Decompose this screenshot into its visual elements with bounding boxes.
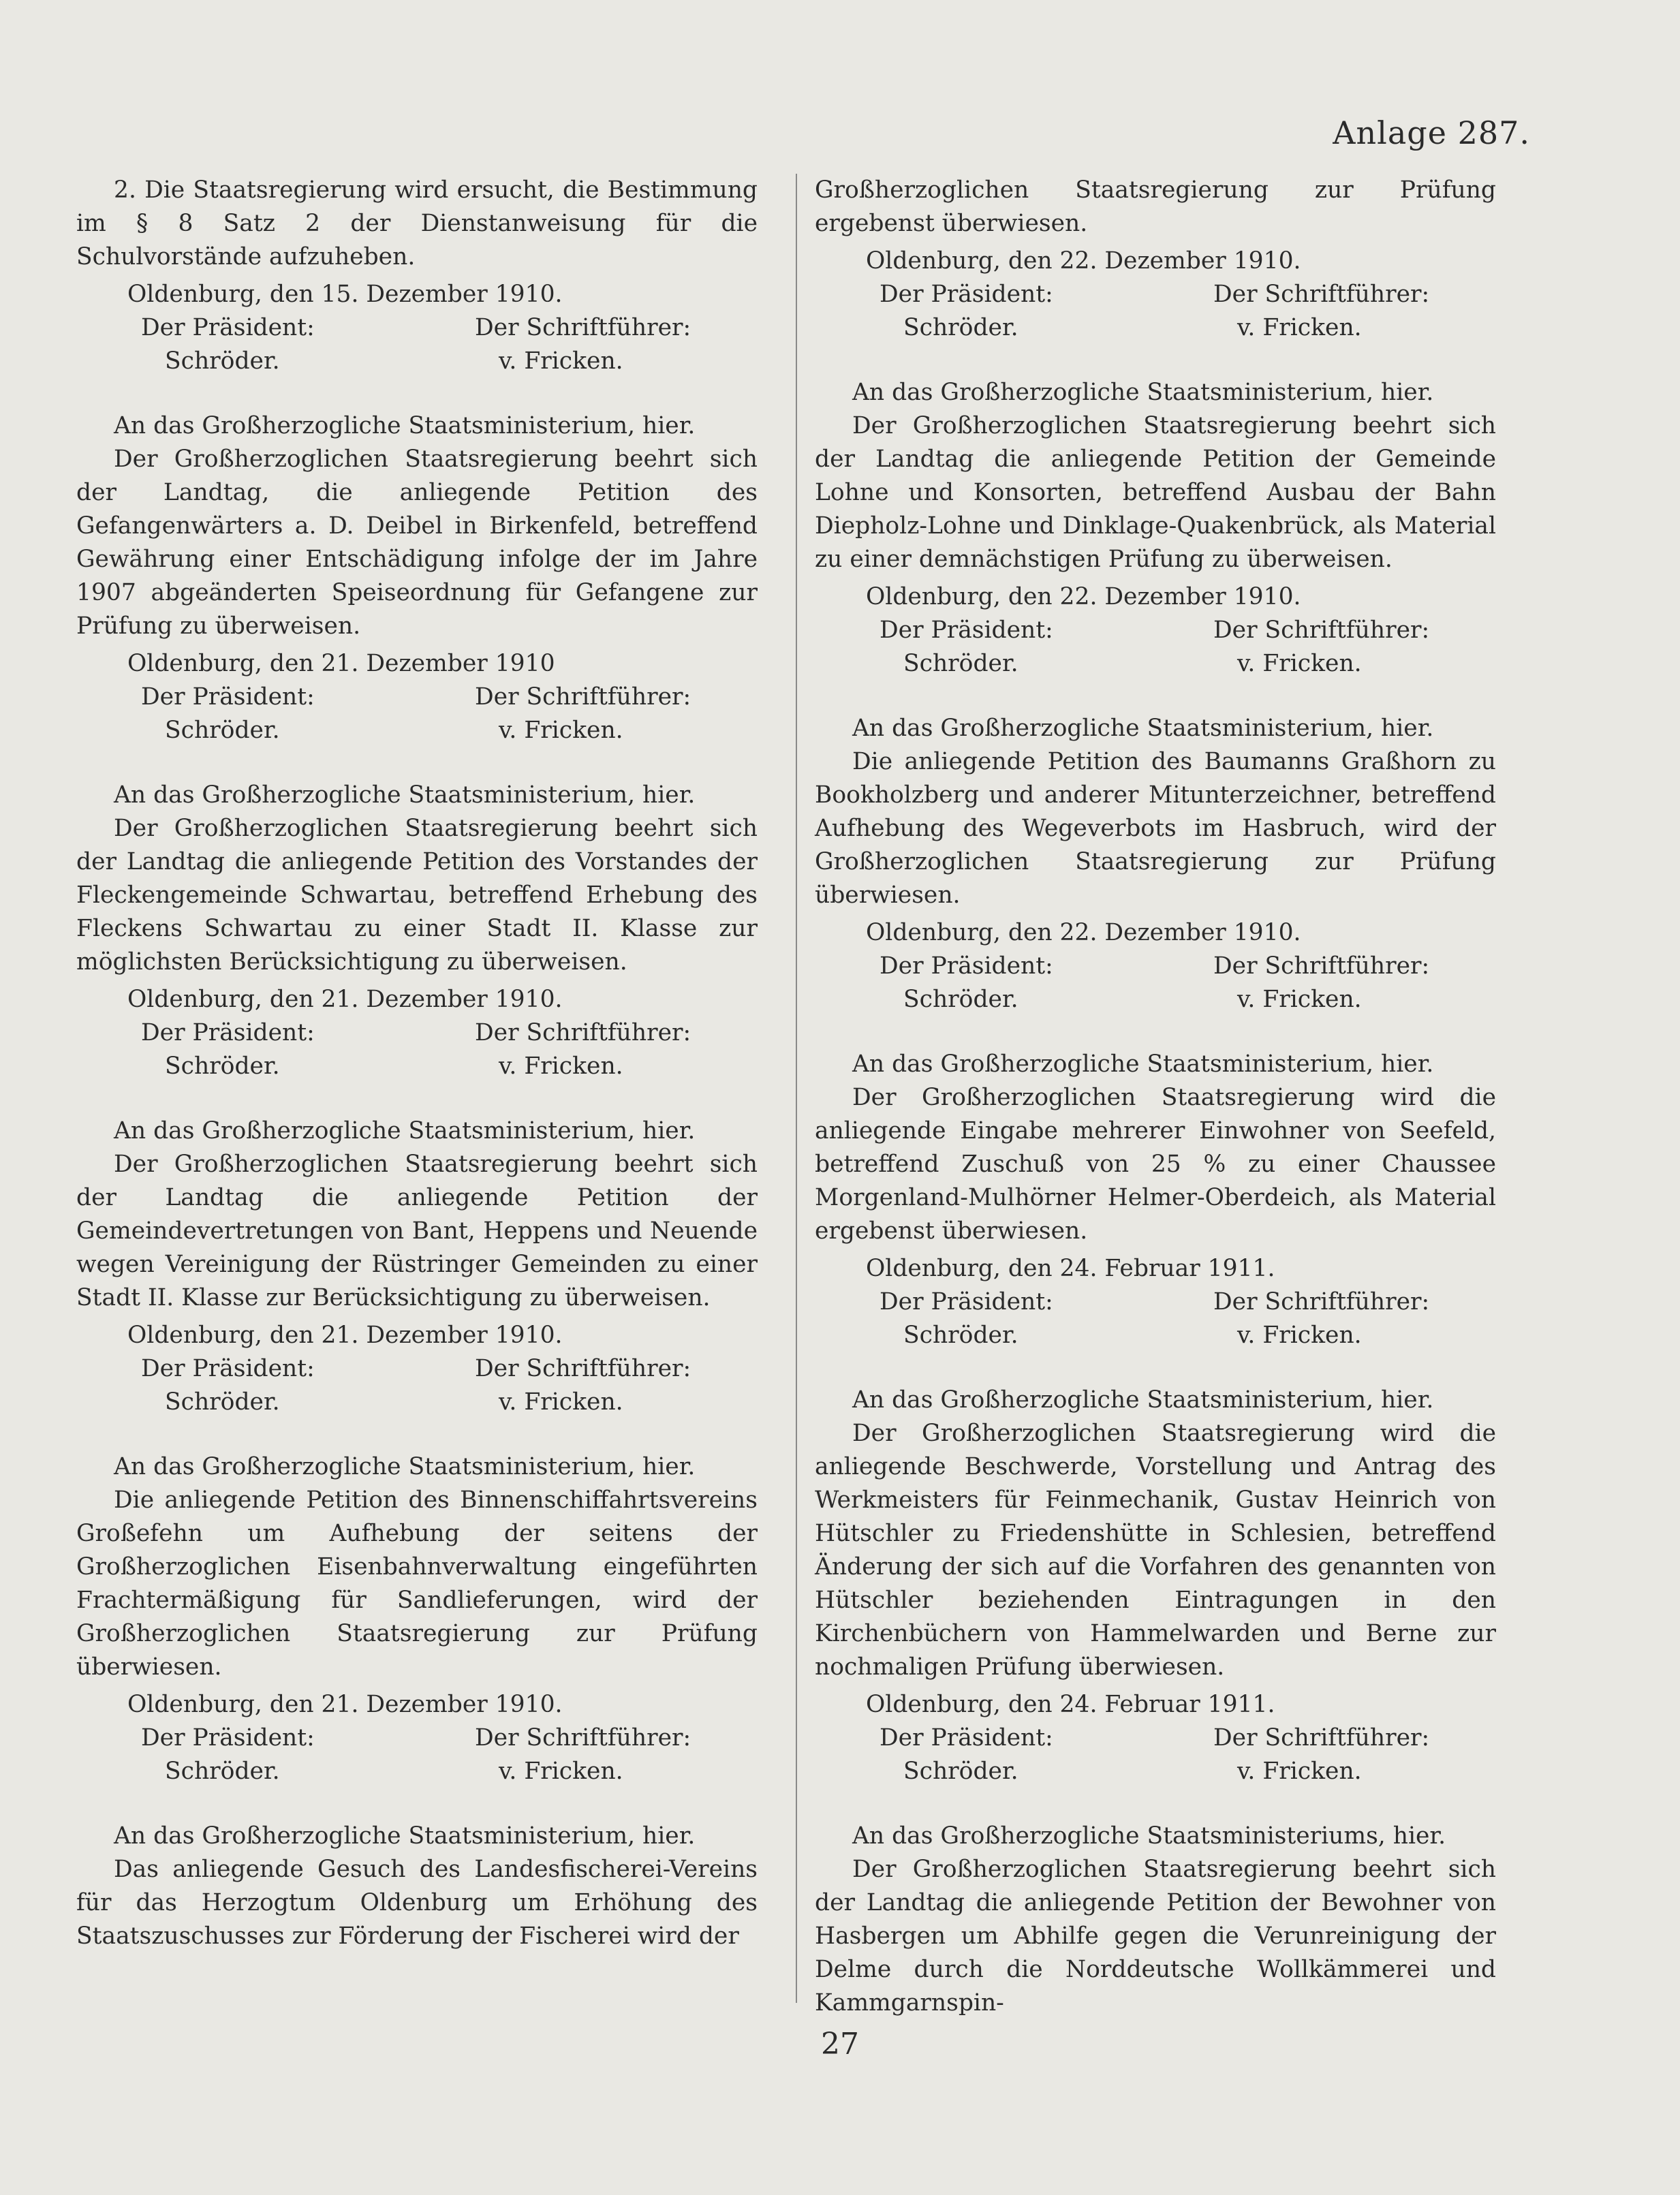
signature-names [76,1386,758,1419]
president-label: Der Präsident: [880,1288,1053,1316]
signature-names [815,983,1496,1016]
secretary-name: v. Fricken. [499,1388,623,1416]
body-paragraph: Der Großherzoglichen Staatsregierung beehrt sich der Landtag die anliegende Petition der Gemeindevertretungen von Bant, Heppens und Neuende wegen Vereinigung der Rüstringer Gemeinden zu einer Stadt II. Klasse zur Berücksichtigung zu überweisen. [76,1151,758,1311]
secretary-label: Der Schriftführer: [1213,617,1430,644]
body-paragraph: Die anliegende Petition des Binnenschiffahrtsvereins Großefehn um Aufhebung der seitens der Großherzoglichen Eisenbahnverwaltung eingeführten Frachtermäßigung für Sandlieferungen, wird der Großherzoglichen Staatsregierung zur Prüfung überwiesen. [76,1486,758,1681]
date-line: Oldenburg, den 21. Dezember 1910 [127,650,555,677]
signature-labels [76,1352,758,1386]
secretary-label: Der Schriftführer: [1213,281,1430,308]
secretary-label: Der Schriftführer: [1213,1288,1430,1316]
date-line: Oldenburg, den 21. Dezember 1910. [127,1691,563,1718]
president-name: Schröder. [903,650,1018,677]
continuation-paragraph: Großherzoglichen Staatsregierung zur Prüfung ergebenst überwiesen. [815,176,1496,237]
president-label: Der Präsident: [880,952,1053,980]
secretary-name: v. Fricken. [499,347,623,375]
body-paragraph: Der Großherzoglichen Staatsregierung wird die anliegende Eingabe mehrerer Einwohner von Seefeld, betreffend Zuschuß von 25 % zu einer Chaussee Morgenland-Mulhörner Helmer-Oberdeich, als Material ergebenst überwiesen. [815,1084,1496,1245]
president-name: Schröder. [903,314,1018,341]
signature-names [815,311,1496,345]
section [815,712,1496,1016]
signature-labels [76,1722,758,1755]
president-name: Schröder. [165,717,280,744]
secretary-name: v. Fricken. [499,717,623,744]
secretary-name: v. Fricken. [499,1758,623,1785]
right-column [815,174,1496,2020]
body-paragraph: Der Großherzoglichen Staatsregierung beehrt sich der Landtag, die anliegende Petition des Gefangenwärters a. D. Deibel in Birkenfeld, betreffend Gewährung einer Entschädigung infolge der im Jahre 1907 abgeänderten Speiseordnung für Gefangene zur Prüfung zu überweisen. [76,446,758,640]
president-name: Schröder. [165,1388,280,1416]
body-paragraph: Der Großherzoglichen Staatsregierung beehrt sich der Landtag die anliegende Petition der Bewohner von Hasbergen um Abhilfe gegen die Verunreinigung der Delme durch die Norddeutsche Wollkämmerei und Kammgarnspin- [815,1856,1496,2017]
secretary-label: Der Schriftführer: [475,1724,691,1752]
signature-names [76,714,758,747]
signature-labels [815,614,1496,647]
addressee-line: An das Großherzogliche Staatsministerium, hier. [114,412,696,439]
signature-names [76,1755,758,1788]
date-line: Oldenburg, den 24. Februar 1911. [866,1691,1275,1718]
signature-names [815,1319,1496,1352]
secretary-name: v. Fricken. [1237,1758,1362,1785]
date-line: Oldenburg, den 22. Dezember 1910. [866,919,1301,946]
section [76,1450,758,1788]
secretary-name: v. Fricken. [1237,986,1362,1013]
addressee-line: An das Großherzogliche Staatsministerium, hier. [114,781,696,809]
secretary-name: v. Fricken. [1237,650,1362,677]
annex-label: Anlage 287. [1333,114,1530,151]
section [815,1384,1496,1788]
president-name: Schröder. [903,1322,1018,1349]
signature-names [76,1050,758,1083]
signature-labels [76,1016,758,1050]
secretary-label: Der Schriftführer: [1213,1724,1430,1752]
president-label: Der Präsident: [141,683,315,711]
date-line: Oldenburg, den 22. Dezember 1910. [866,583,1301,610]
addressee-line: An das Großherzogliche Staatsministerium, hier. [114,1117,696,1145]
president-label: Der Präsident: [880,281,1053,308]
date-line: Oldenburg, den 21. Dezember 1910. [127,986,563,1013]
body-paragraph: Der Großherzoglichen Staatsregierung beehrt sich der Landtag die anliegende Petition der Gemeinde Lohne und Konsorten, betreffend Ausbau der Bahn Diepholz-Lohne und Dinklage-Quakenbrück, als Material zu einer demnächstigen Prüfung zu überweisen. [815,412,1496,573]
body-paragraph: Der Großherzoglichen Staatsregierung beehrt sich der Landtag die anliegende Petition des Vorstandes der Fleckengemeinde Schwartau, betreffend Erhebung des Fleckens Schwartau zu einer Stadt II. Klasse zur möglichsten Berücksichtigung zu überweisen. [76,815,758,976]
secretary-label: Der Schriftführer: [475,1355,691,1382]
addressee-line: An das Großherzogliche Staatsministerium, hier. [852,1050,1434,1078]
president-label: Der Präsident: [880,1724,1053,1752]
signature-labels [815,278,1496,311]
signature-labels [815,1722,1496,1755]
section [815,376,1496,681]
date-line: Oldenburg, den 22. Dezember 1910. [866,247,1301,275]
intro-paragraph: 2. Die Staatsregierung wird ersucht, die Bestimmung im § 8 Satz 2 der Dienstanweisung für die Schulvorstände aufzuheben. [76,176,758,270]
signature-names [815,647,1496,681]
signature-names [815,1755,1496,1788]
president-name: Schröder. [903,986,1018,1013]
section [815,1048,1496,1352]
secretary-label: Der Schriftführer: [475,1019,691,1046]
signature-labels [76,311,758,345]
secretary-label: Der Schriftführer: [475,683,691,711]
secretary-name: v. Fricken. [1237,1322,1362,1349]
addressee-line: An das Großherzogliche Staatsministerium, hier. [114,1822,696,1850]
body-paragraph: Der Großherzoglichen Staatsregierung wird die anliegende Beschwerde, Vorstellung und Antrag des Werkmeisters für Feinmechanik, Gustav Heinrich von Hütschler zu Friedenshütte in Schlesien, betreffend Änderung der sich auf die Vorfahren des genannten von Hütschler beziehenden Eintragungen in den Kirchenbüchern von Hammelwarden und Berne zur nochmaligen Prüfung überwiesen. [815,1420,1496,1681]
addressee-line: An das Großherzogliche Staatsministerium, hier. [114,1453,696,1480]
addressee-line: An das Großherzogliche Staatsministerium, hier. [852,1386,1434,1414]
body-paragraph: Das anliegende Gesuch des Landesfischerei-Vereins für das Herzogtum Oldenburg um Erhöhung des Staatszuschusses zur Förderung der Fischerei wird der [76,1856,758,1950]
president-label: Der Präsident: [141,1355,315,1382]
body-paragraph: Die anliegende Petition des Baumanns Graßhorn zu Bookholzberg und anderer Mitunterzeichner, betreffend Aufhebung des Wegeverbots im Hasbruch, wird der Großherzoglichen Staatsregierung zur Prüfung überwiesen. [815,748,1496,909]
secretary-name: v. Fricken. [1237,314,1362,341]
section [76,1115,758,1419]
page-number: 27 [821,2027,859,2061]
president-name: Schröder. [903,1758,1018,1785]
column-divider [796,174,797,2003]
president-label: Der Präsident: [141,1019,315,1046]
president-name: Schröder. [165,1053,280,1080]
signature-names [76,345,758,378]
secretary-label: Der Schriftführer: [1213,952,1430,980]
president-name: Schröder. [165,347,280,375]
secretary-label: Der Schriftführer: [475,314,691,341]
president-name: Schröder. [165,1758,280,1785]
section [76,409,758,747]
date-line: Oldenburg, den 15. Dezember 1910. [127,281,563,308]
addressee-line: An das Großherzogliche Staatsministerium, hier. [852,715,1434,742]
signature-labels [815,1286,1496,1319]
addressee-line: An das Großherzogliche Staatsministerium, hier. [852,379,1434,406]
signature-labels [76,681,758,714]
date-line: Oldenburg, den 21. Dezember 1910. [127,1322,563,1349]
signature-labels [815,950,1496,983]
secretary-name: v. Fricken. [499,1053,623,1080]
left-column [76,174,758,1953]
president-label: Der Präsident: [880,617,1053,644]
date-line: Oldenburg, den 24. Februar 1911. [866,1255,1275,1282]
section [76,779,758,1083]
president-label: Der Präsident: [141,1724,315,1752]
president-label: Der Präsident: [141,314,315,341]
addressee-line: An das Großherzogliche Staatsministeriums, hier. [852,1822,1446,1850]
